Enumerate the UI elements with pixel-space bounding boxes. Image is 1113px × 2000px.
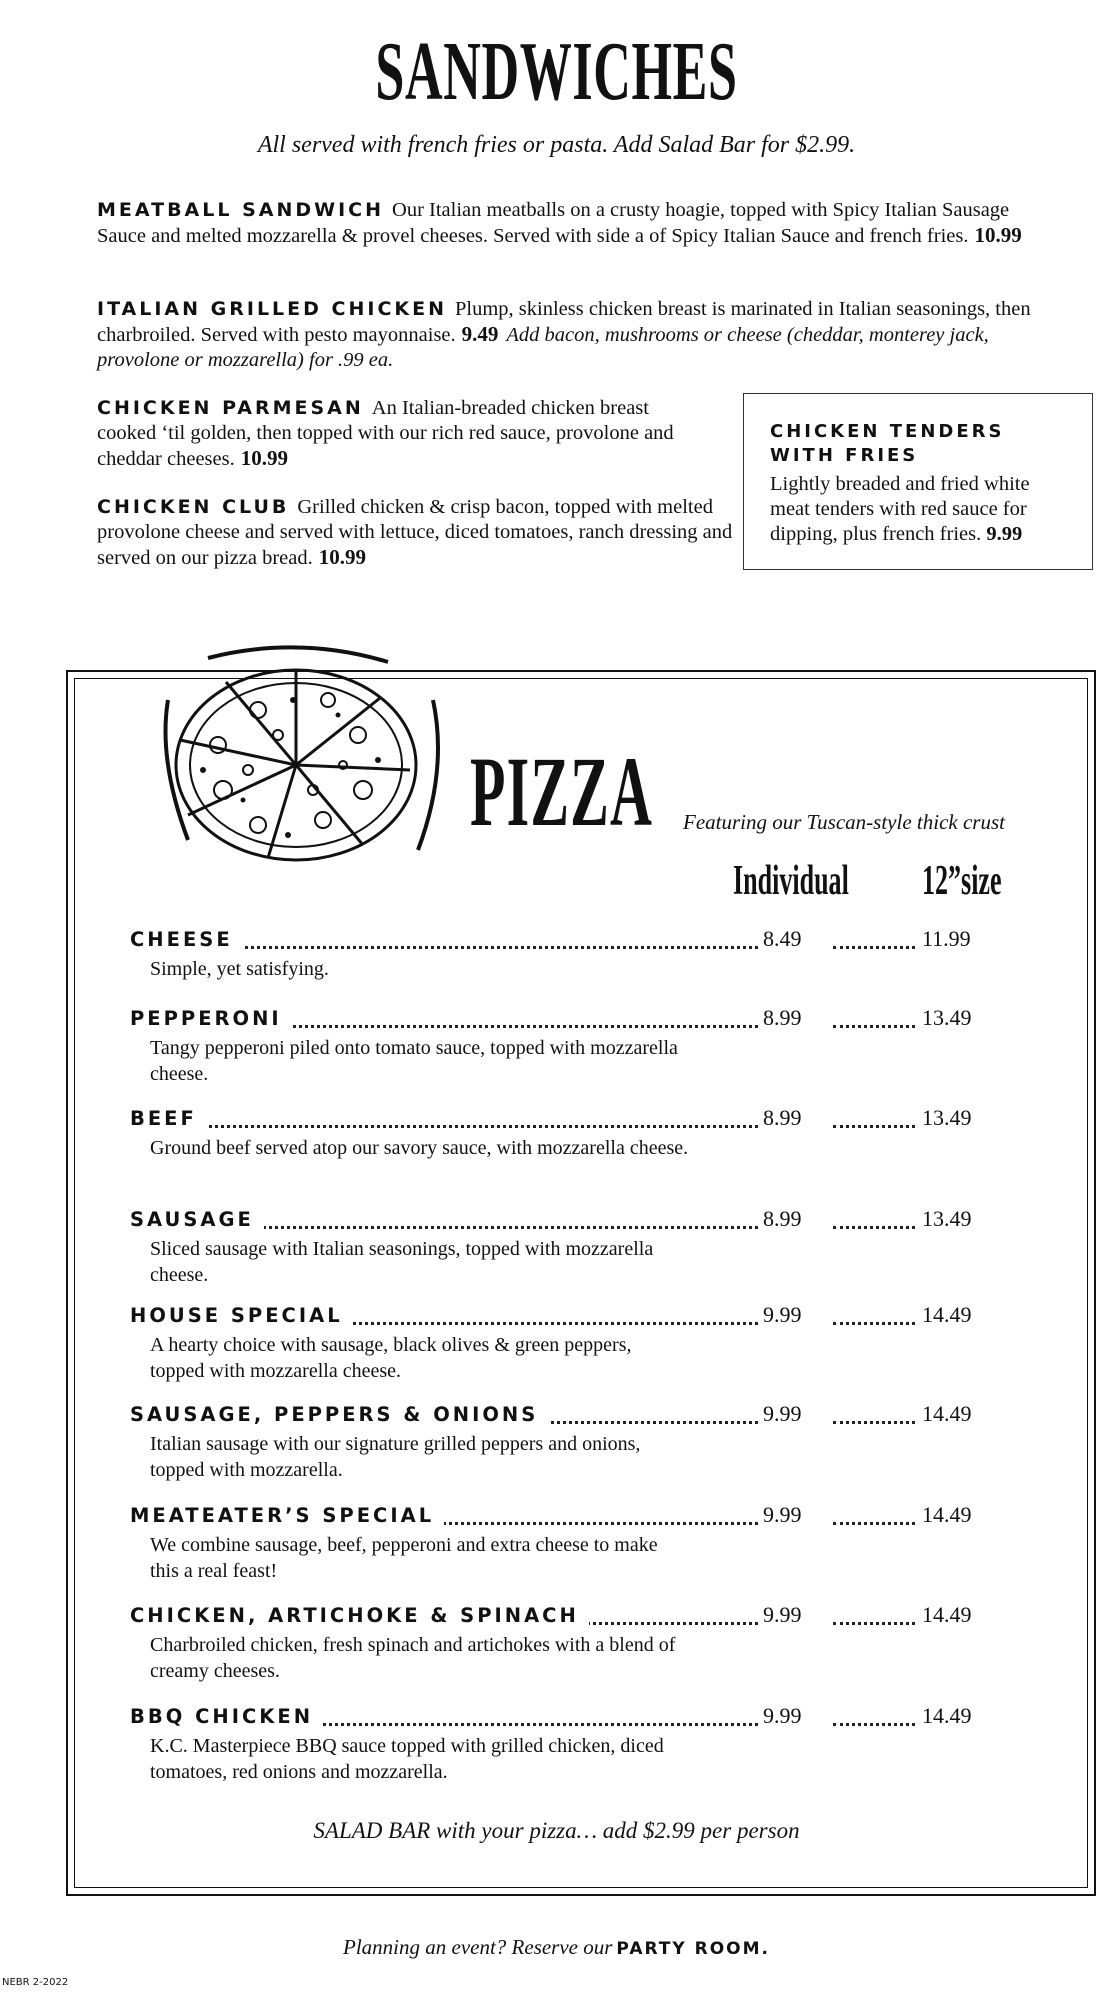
pizza-name: PEPPERONI: [130, 1007, 292, 1030]
price-12: 14.49: [922, 1602, 972, 1627]
sandwich-item: [97, 495, 737, 571]
sandwiches-title: SANDWICHES: [375, 25, 738, 118]
party-room-label: PARTY ROOM.: [616, 1939, 770, 1959]
price-individual: 8.99: [763, 1105, 802, 1130]
pizza-name: HOUSE SPECIAL: [130, 1304, 353, 1327]
sandwich-price: 10.99: [240, 446, 288, 470]
pizza-desc: Ground beef served atop our savory sauce, with mozzarella cheese.: [150, 1137, 689, 1159]
sandwich-desc: Our Italian meatballs on a crusty hoagie, topped with Spicy Italian Sausage Sauce and melted mozzarella & provel cheeses. Served with side a of Spicy Italian Sauce and french fries.: [97, 199, 1010, 247]
menu-code: NEBR 2-2022: [2, 1977, 69, 1988]
pizza-name: CHICKEN, ARTICHOKE & SPINACH: [130, 1604, 589, 1627]
pizza-name: MEATEATER’S SPECIAL: [130, 1504, 444, 1527]
sandwich-desc: Plump, skinless chicken breast is marinated in Italian seasonings, then charbroiled. Served with pesto mayonnaise.: [97, 298, 1031, 346]
pizza-desc: Italian sausage with our signature grilled peppers and onions, topped with mozzarella.: [150, 1433, 641, 1481]
price-individual: 9.99: [763, 1502, 802, 1527]
tenders-desc: Lightly breaded and fried white meat tenders with red sauce for dipping, plus french fries.: [770, 473, 1030, 545]
price-individual: 8.99: [763, 1005, 802, 1030]
pizza-desc: Sliced sausage with Italian seasonings, topped with mozzarella cheese.: [150, 1238, 654, 1286]
price-12: 13.49: [922, 1206, 972, 1231]
pizza-item: [130, 1502, 1010, 1584]
pizza-desc: We combine sausage, beef, pepperoni and extra cheese to make this a real feast!: [150, 1534, 658, 1582]
col-header-12-inch: 12”size: [922, 858, 1002, 904]
sandwich-price: 9.49: [461, 322, 499, 346]
pizza-tagline: Featuring our Tuscan-style thick crust: [683, 810, 1005, 834]
pizza-name: SAUSAGE, PEPPERS & ONIONS: [130, 1403, 548, 1426]
sandwich-item: [97, 396, 707, 472]
pizza-item: [130, 1401, 1010, 1483]
tenders-desc-block: [770, 472, 1074, 547]
pizza-name: BBQ CHICKEN: [130, 1705, 323, 1728]
col-header-individual: Individual: [733, 858, 849, 904]
price-12: 13.49: [922, 1005, 972, 1030]
price-12: 11.99: [922, 926, 971, 951]
pizza-item: [130, 1602, 1010, 1684]
pizza-item: [130, 1703, 1010, 1785]
price-12: 14.49: [922, 1401, 972, 1426]
pizza-title: PIZZA: [470, 736, 654, 847]
party-lead: Planning an event? Reserve our: [343, 1935, 613, 1959]
pizza-name: CHEESE: [130, 928, 243, 951]
chicken-tenders-box: [743, 393, 1093, 570]
sandwich-name: ITALIAN GRILLED CHICKEN: [97, 298, 447, 320]
pizza-item: [130, 926, 1010, 982]
tenders-name-line2: WITH FRIES: [770, 445, 919, 466]
price-individual: 9.99: [763, 1703, 802, 1728]
sandwich-price: 10.99: [318, 545, 366, 569]
pizza-item: [130, 1206, 1010, 1288]
pizza-desc: Simple, yet satisfying.: [150, 958, 329, 980]
sandwich-note: Add bacon, mushrooms or cheese (cheddar, monterey jack, provolone or mozzarella) for .99 ea.: [97, 324, 989, 371]
pizza-desc: A hearty choice with sausage, black olives & green peppers, topped with mozzarella cheese.: [150, 1334, 632, 1382]
pizza-desc: K.C. Masterpiece BBQ sauce topped with grilled chicken, diced tomatoes, red onions and mozzarella.: [150, 1735, 664, 1783]
price-individual: 8.99: [763, 1206, 802, 1231]
pizza-desc: Tangy pepperoni piled onto tomato sauce, topped with mozzarella cheese.: [150, 1037, 678, 1085]
tenders-price: 9.99: [986, 523, 1023, 545]
sandwich-desc: Grilled chicken & crisp bacon, topped with melted provolone cheese and served with lettuce, diced tomatoes, ranch dressing and served on our pizza bread.: [97, 496, 733, 569]
price-individual: 9.99: [763, 1602, 802, 1627]
pizza-item: [130, 1302, 1010, 1384]
pizza-name: BEEF: [130, 1107, 207, 1130]
price-12: 14.49: [922, 1502, 972, 1527]
party-room-note: [0, 1935, 1113, 1960]
pizza-name: SAUSAGE: [130, 1208, 264, 1231]
sandwich-name: CHICKEN PARMESAN: [97, 397, 364, 419]
sandwich-name: MEATBALL SANDWICH: [97, 199, 385, 221]
salad-bar-note: SALAD BAR with your pizza… add $2.99 per person: [313, 1818, 800, 1843]
pizza-item: [130, 1105, 1010, 1161]
sandwich-desc: An Italian-breaded chicken breast cooked ‘til golden, then topped with our rich red sauce, provolone and cheddar cheeses.: [97, 397, 674, 470]
pizza-illustration-icon: [148, 640, 448, 870]
price-12: 14.49: [922, 1703, 972, 1728]
price-12: 13.49: [922, 1105, 972, 1130]
sandwich-item: [97, 297, 1057, 373]
price-12: 14.49: [922, 1302, 972, 1327]
price-individual: 8.49: [763, 926, 802, 951]
tenders-name-line1: CHICKEN TENDERS: [770, 421, 1005, 442]
sandwich-item: [97, 198, 1027, 249]
pizza-desc: Charbroiled chicken, fresh spinach and artichokes with a blend of creamy cheeses.: [150, 1634, 676, 1682]
price-individual: 9.99: [763, 1401, 802, 1426]
sandwiches-subtitle: All served with french fries or pasta. Add Salad Bar for $2.99.: [257, 132, 856, 158]
sandwich-name: CHICKEN CLUB: [97, 496, 290, 518]
price-individual: 9.99: [763, 1302, 802, 1327]
pizza-item: [130, 1005, 1010, 1087]
sandwich-price: 10.99: [974, 223, 1022, 247]
